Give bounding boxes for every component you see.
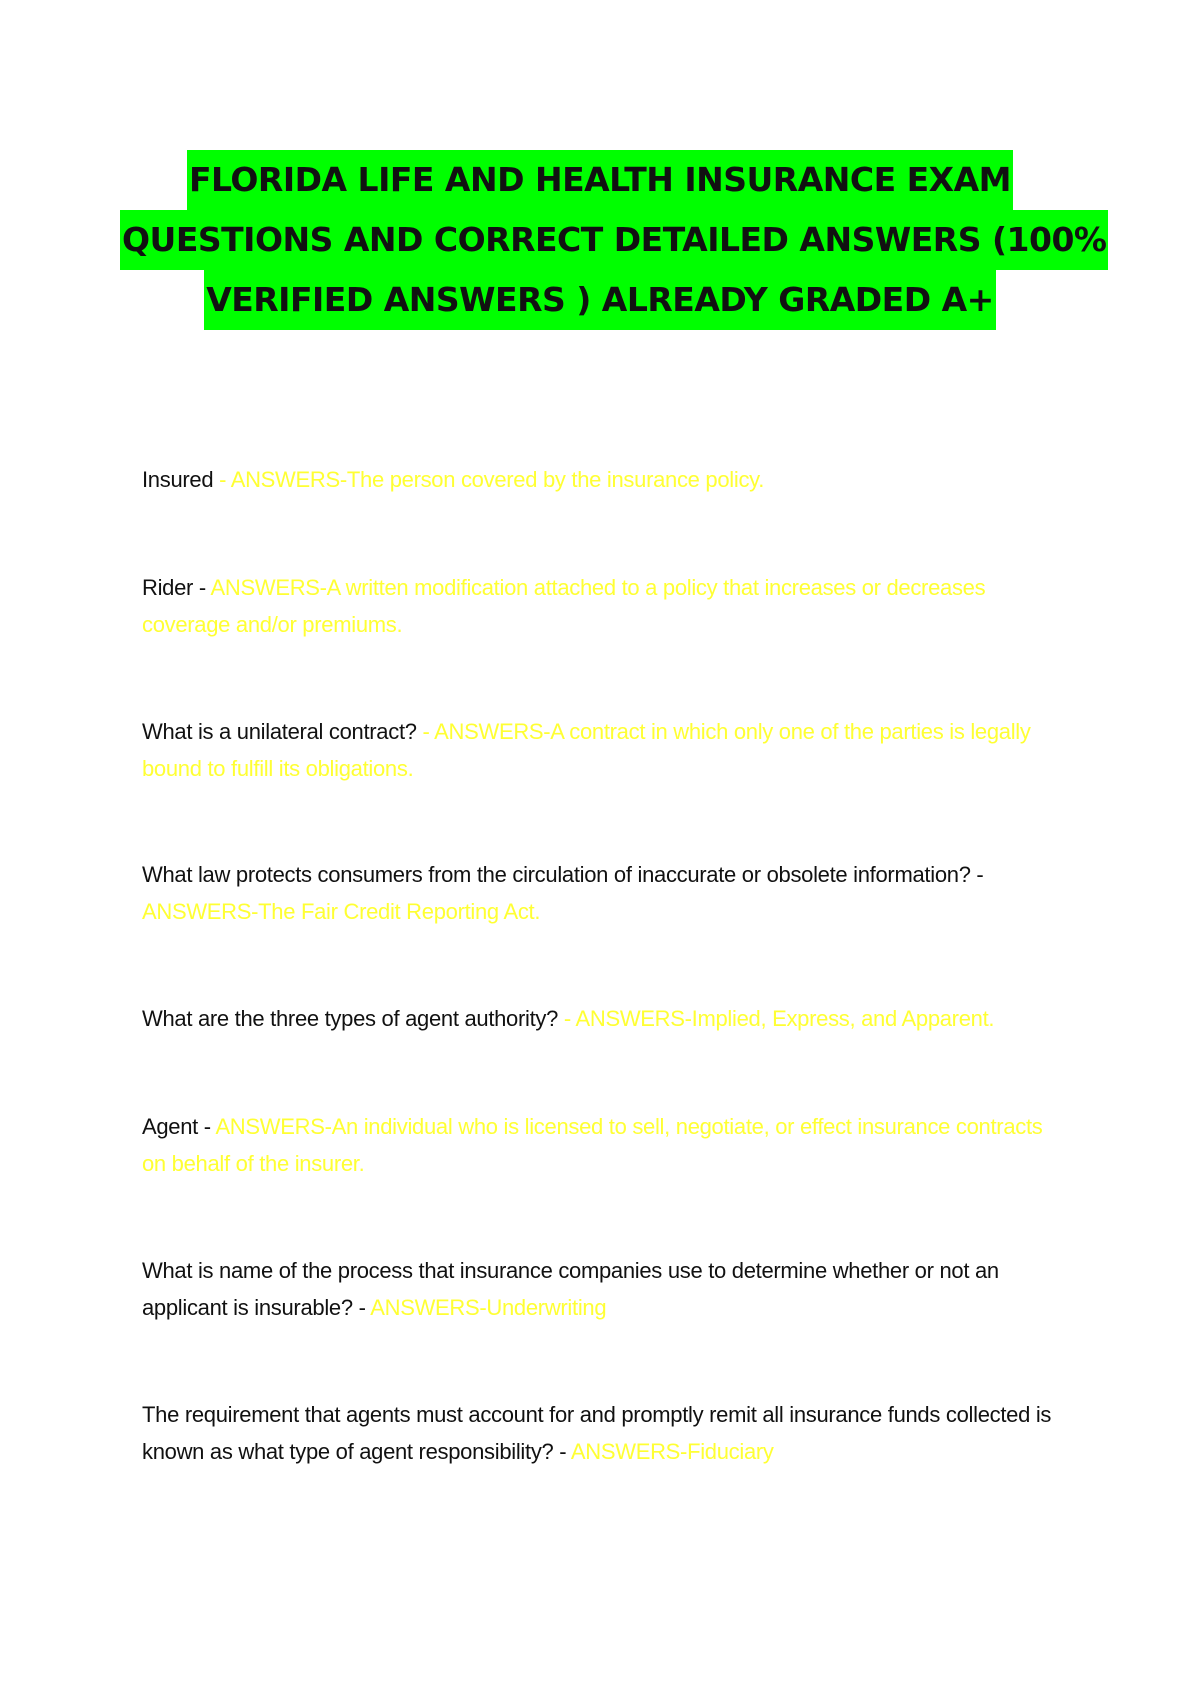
answer-text: - ANSWERS-The person covered by the insurance policy. [213, 467, 765, 492]
qa-item-fair-credit [142, 856, 1062, 930]
document-title [120, 150, 1107, 330]
question-text: What is name of the process that insurance companies use to determine whether or not an applicant is insurable? - [142, 1258, 999, 1320]
question-text: Agent - [142, 1114, 216, 1139]
answer-text: ANSWERS-Fiduciary [570, 1439, 774, 1464]
answer-text: ANSWERS-A written modification attached to a policy that increases or decreases coverage and/or premiums. [142, 575, 986, 637]
qa-item-underwriting [142, 1252, 1062, 1326]
qa-item-agent-authority [142, 1000, 1062, 1037]
qa-item-unilateral-contract [142, 713, 1062, 787]
title-line-3: VERIFIED ANSWERS ) ALREADY GRADED A+ [204, 270, 996, 330]
qa-item-agent [142, 1108, 1062, 1182]
question-text: Insured [142, 467, 214, 492]
question-text: What law protects consumers from the circulation of inaccurate or obsolete information? - [142, 862, 984, 887]
qa-item-fiduciary [142, 1396, 1062, 1470]
answer-text: - ANSWERS-A contract in which only one of the parties is legally bound to fulfill its obligations. [142, 719, 1031, 781]
title-line-2: QUESTIONS AND CORRECT DETAILED ANSWERS (100% [120, 210, 1108, 270]
question-text: Rider - [142, 575, 211, 600]
question-text: The requirement that agents must account for and promptly remit all insurance funds collected is known as what type of agent responsibility? - [142, 1402, 1052, 1464]
answer-text: ANSWERS-An individual who is licensed to sell, negotiate, or effect insurance contracts on behalf of the insurer. [142, 1114, 1043, 1176]
answer-text: ANSWERS-Underwriting [370, 1295, 607, 1320]
question-text: What are the three types of agent authority? [142, 1006, 564, 1031]
title-line-1: FLORIDA LIFE AND HEALTH INSURANCE EXAM [187, 150, 1013, 210]
qa-item-rider [142, 569, 1062, 643]
answer-text: - ANSWERS-Implied, Express, and Apparent. [563, 1006, 995, 1031]
answer-text: ANSWERS-The Fair Credit Reporting Act. [142, 899, 541, 924]
question-text: What is a unilateral contract? [142, 719, 423, 744]
qa-item-insured [142, 461, 1062, 498]
